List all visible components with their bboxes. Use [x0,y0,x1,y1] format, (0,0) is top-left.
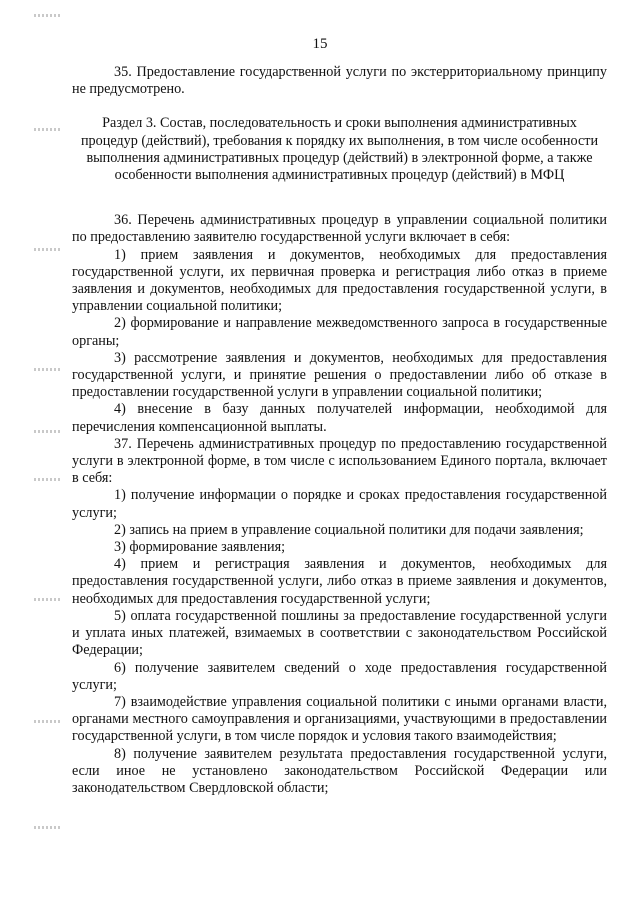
list-item-36-1: 1) прием заявления и документов, необходимых для предоставления государственной услуги, их первичная проверка и регистрация либо отказ в приеме заявления и документов, необходимых для предоставления государственной услуги, в управлении социальной политики; [72,246,607,315]
list-item-37-4: 4) прием и регистрация заявления и документов, необходимых для предоставления государственной услуги, либо отказ в приеме заявления и документов, необходимых для предоставления государственной услуги; [72,556,607,607]
section-3-heading: Раздел 3. Состав, последовательность и сроки выполнения административных процедур (действий), требования к порядку их выполнения, в том числе особенности выполнения административных процедур (действий) в электронной форме, а также особенности выполнения административных процедур (действий) в МФЦ [80,115,599,184]
paragraph-36: 36. Перечень административных процедур в управлении социальной политики по предоставлению заявителю государственной услуги включает в себя: [72,212,607,246]
list-item-37-1: 1) получение информации о порядке и сроках предоставления государственной услуги; [72,487,607,521]
list-item-36-2: 2) формирование и направление межведомственного запроса в государственные органы; [72,315,607,349]
list-item-37-5: 5) оплата государственной пошлины за предоставление государственной услуги и уплата иных платежей, взимаемых в соответствии с законодательством Российской Федерации; [72,607,607,659]
list-item-37-8: 8) получение заявителем результата предоставления государственной услуги, если иное не установлено законодательством Российской Федерации или законодательством Свердловской области; [72,745,607,796]
list-item-36-4: 4) внесение в базу данных получателей информации, необходимой для перечисления компенсационной выплаты. [72,401,607,435]
paragraph-35: 35. Предоставление государственной услуги по экстерриториальному принципу не предусмотрено. [72,64,607,98]
page-number: 15 [312,36,328,52]
list-item-37-2: 2) запись на прием в управление социальной политики для подачи заявления; [114,521,584,538]
list-item-37-6: 6) получение заявителем сведений о ходе предоставления государственной услуги; [72,659,607,693]
list-item-36-3: 3) рассмотрение заявления и документов, необходимых для предоставления государственной услуги, и принятие решения о предоставлении либо об отказе в предоставлении государственной услуги в управлении социальной политики; [72,349,607,401]
list-item-37-7: 7) взаимодействие управления социальной политики с иными органами власти, органами местного самоуправления и организациями, участвующими в предоставлении государственной услуги, в том числе порядок и условия такого взаимодействия; [72,693,607,745]
document-body [72,64,607,797]
list-item-37-3: 3) формирование заявления; [114,539,286,556]
paragraph-37: 37. Перечень административных процедур по предоставлению государственной услуги в электронной форме, в том числе с использованием Единого портала, включает в себя: [72,435,607,487]
